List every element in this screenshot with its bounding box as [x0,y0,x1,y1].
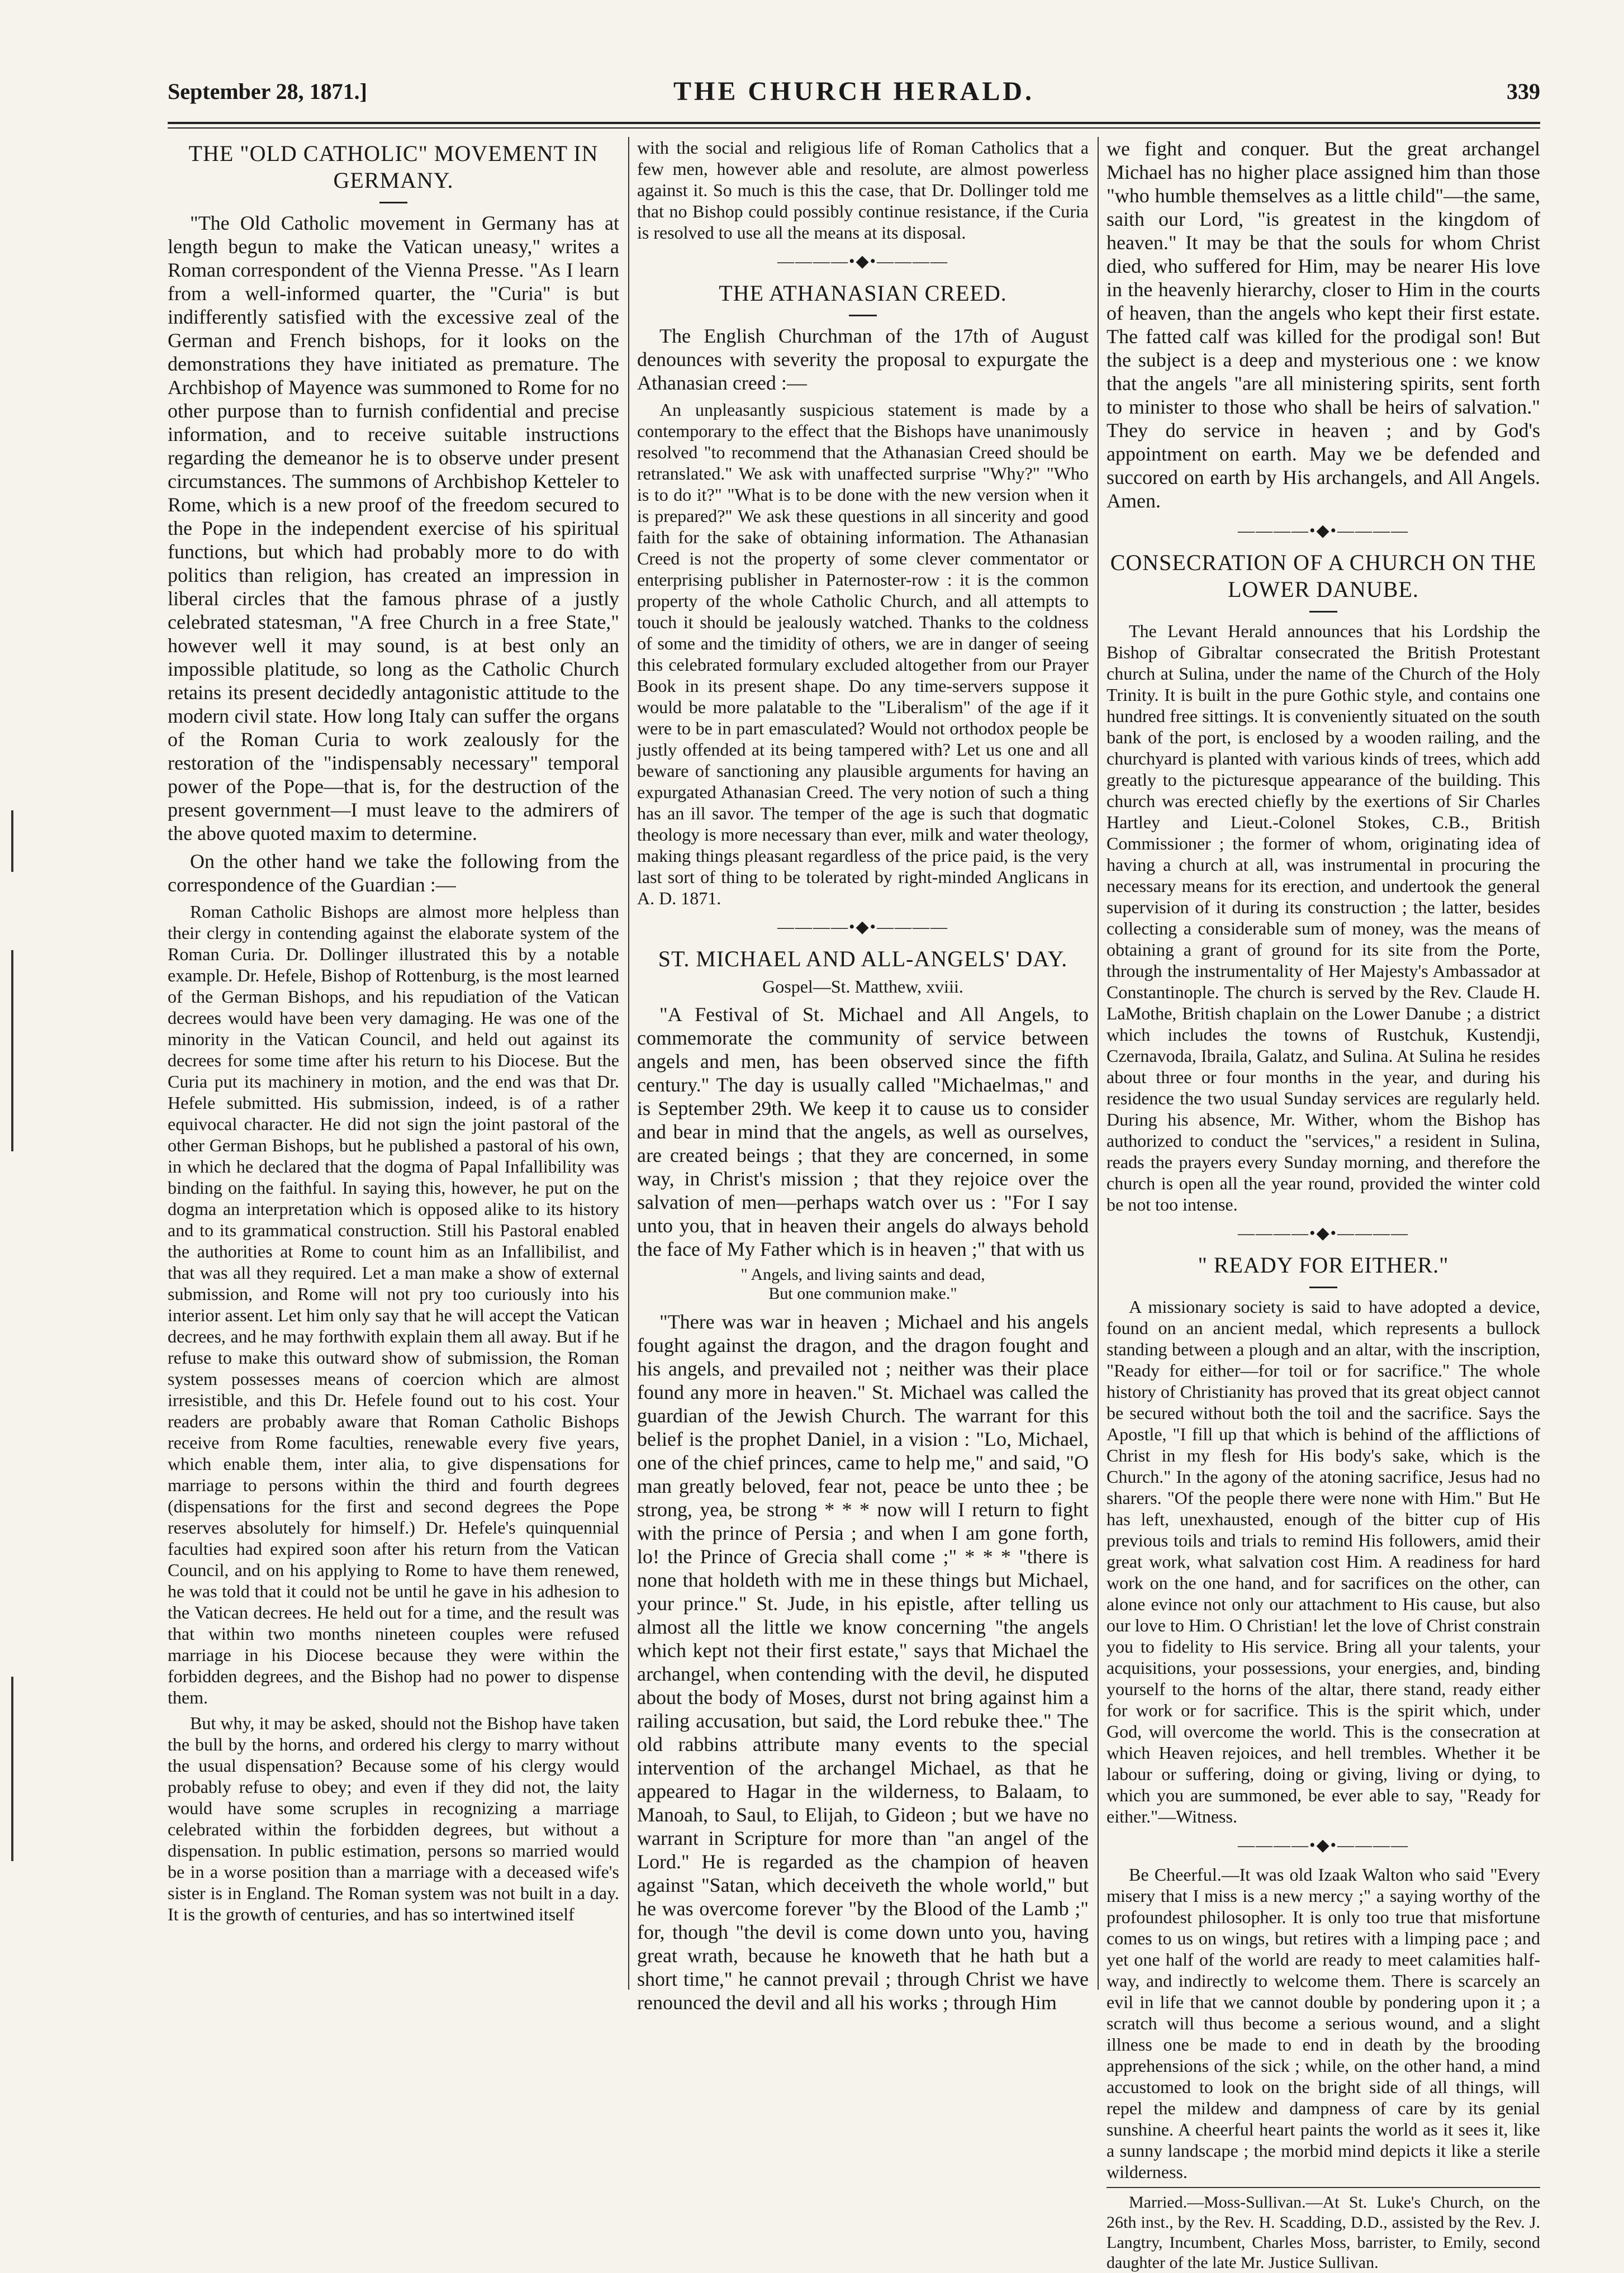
column-divider [1098,137,1099,1990]
masthead-rule [168,122,1540,124]
section-separator: ————•◆•———— [1237,1224,1409,1242]
column-2 [637,137,1089,2014]
article-paragraph: "There was war in heaven ; Michael and his angels fought against the dragon, and the dragon fought and his angels, and prevailed not ; neither was their place found any more in heaven." St. Michael was called the guardian of the Jewish Church. The warrant for this belief is the prophet Daniel, in a vision : "Lo, Michael, one of the chief princes, came to help me," and said, "O man greatly beloved, fear not, peace be unto thee ; be strong, yea, be strong * * * now will I return to fight with the prince of Persia ; and when I am gone forth, lo! the Prince of Grecia shall come ;" * * * "there is none that holdeth with me in these things but Michael, your prince." St. Jude, in his epistle, after telling us almost all the little we know concerning "the angels which kept not their first estate," says that Michael the archangel, when contending with the devil, he disputed about the body of Moses, durst not bring against him a railing accusation, but said, the Lord rebuke thee." The old rabbins attribute many events to the special intervention of the archangel Michael, as that he appeared to Hagar in the wilderness, to Balaam, to Manoah, to Saul, to Elijah, to Gideon ; but we have no warrant in Scripture for more than "an angel of the Lord." He is regarded as the champion of heaven against "Satan, which deceiveth the whole world," but he was overcome forever "by the Blood of the Lamb ;" for, though "the devil is come down unto you, having great wrath, because he knoweth that he hath but a short time," he cannot prevail ; through Christ we have renounced the devil and all his works ; through Him [637,1311,1089,2014]
newspaper-title: THE CHURCH HERALD. [673,77,1035,106]
issue-date: September 28, 1871.] [168,79,367,104]
heading-rule [849,315,877,316]
article-heading: THE ATHANASIAN CREED. [719,281,1007,306]
article-paragraph: A missionary society is said to have adopted a device, found on an ancient medal, which represents a bullock standing between a plough and an altar, with the inscription, "Ready for either—for toil or for sacrifice." The whole history of Christianity has proved that its great object cannot be secured without both the toil and the sacrifice. Says the Apostle, "I fill up that which is behind of the afflictions of Christ in my flesh for His body's sake, which is the Church." In the agony of the atoning sacrifice, Jesus had no sharers. "Of the people there were none with Him." But He has left, unexhausted, enough of the bitter cup of His previous toils and trials to remind His followers, amid their great work, what salvation cost Him. A readiness for hard work on the one hand, and for sacrifices on the other, can alone evince not only our attachment to His cause, but also our love to Him. O Christian! let the love of Christ constrain you to fidelity to His service. Bring all your talents, your acquisitions, your possessions, your energies, and, binding yourself to the horns of the altar, there stand, ready either for work or for sacrifice. This is the spirit which, under God, will overcome the world. This is the consecration at which Heaven rejoices, and hell trembles. Whether it be labour or suffering, doing or giving, living or dying, to which you are summoned, be ever able to say, "Ready for either."—Witness. [1107,1297,1540,1826]
section-separator: ————•◆•———— [1237,521,1409,540]
article-paragraph: Be Cheerful.—It was old Izaak Walton who said "Every misery that I miss is a new mercy ;" a saying worthy of the profoundest philosopher. It is only too true that misfortune comes to us on wings, but retires with a limping pace ; and yet one half of the world are ready to meet calamities half-way, and indirectly to welcome them. There is scarcely an evil in life that we cannot double by pondering upon it ; a scratch will thus become a serious wound, and a slight illness one be made to end in death by the brooding apprehensions of the sick ; while, on the other hand, a mind accustomed to look on the bright side of all things, will repel the mildew and dampness of care by its genial sunshine. A cheerful heart paints the world as it sees it, like a sunny landscape ; the morbid mind depicts it like a sterile wilderness. [1107,1864,1540,2182]
verse-line [637,1265,1089,1303]
article-paragraph: The English Churchman of the 17th of August denounces with severity the proposal to expurgate the Athanasian creed :— [637,325,1089,394]
heading-rule [1309,1287,1337,1288]
article-paragraph: "The Old Catholic movement in Germany has at length begun to make the Vatican uneasy," writes a Roman correspondent of the Vienna Presse. "As I learn from a well-informed quarter, the "Curia" is but indifferently satisfied with the excessive zeal of the German and French bishops, for it looks on the demonstrations they have initiated as premature. The Archbishop of Mayence was summoned to Rome for no other purpose than to furnish confidential and precise information, and to receive suitable instructions regarding the demeanor he is to observe under present circumstances. The summons of Archbishop Ketteler to Rome, which is a new proof of the freedom secured to the Pope in the independent exercise of his spiritual functions, but which had probably more to do with politics than religion, has created an impression in liberal circles that the famous phrase of a justly celebrated statesman, "A free Church in a free State," however well it may sound, is at best only an impossible platitude, so long as the Catholic Church retains its present decidedly antagonistic attitude to the modern civil state. How long Italy can suffer the organs of the Roman Curia to work zealously for the restoration of the "indispensably necessary" temporal power of the Pope—that is, for the destruction of the present government—I must leave to the admirers of the above quoted maxim to determine. [168,212,619,844]
section-separator: ————•◆•———— [777,252,949,271]
heading-rule [1309,611,1337,613]
heading-rule [379,202,407,203]
article-heading: CONSECRATION OF A CHURCH ON THE LOWER DANUBE. [1110,550,1537,602]
article-heading: ST. MICHAEL AND ALL-ANGELS' DAY. [658,946,1068,971]
quoted-paragraph: An unpleasantly suspicious statement is made by a contemporary to the effect that the Bishops have unanimously resolved "to recommend that the Athanasian Creed should be retranslated." We ask with unaffected surprise "Why?" "Who is to do it?" "What is to be done with the new version when it is prepared?" We ask these questions in all sincerity and good faith for the sake of obtaining information. The Athanasian Creed is not the property of some clever commentator or enterprising publisher in Paternoster-row : it is the common property of the whole Catholic Church, and all attempts to touch it should be jealously watched. Thanks to the coldness of some and the timidity of others, we are in danger of seeing this celebrated formulary excluded altogether from our Prayer Book in its present shape. Do any time-servers suppose it would be more palatable to the "Liberalism" of the age if it were to be in part emasculated? Would not orthodox people be justly offended at its being tampered with? Let us one and all beware of sanctioning any plausible arguments for having an expurgated Athanasian Creed. The very notion of such a thing has an ill savor. The temper of the age is such that dogmatic theology is more necessary than ever, milk and water theology, making things pleasant regardless of the price paid, is the very last sort of thing to be tolerated by right-minded Anglicans in A. D. 1871. [637,400,1089,908]
masthead [168,78,1540,117]
article-paragraph: The Levant Herald announces that his Lordship the Bishop of Gibraltar consecrated the British Protestant church at Sulina, under the name of the Church of the Holy Trinity. It is built in the pure Gothic style, and contains one hundred free sittings. It is conveniently situated on the south bank of the port, is enclosed by a wooden railing, and the churchyard is planted with various kinds of trees, which add greatly to the picturesque appearance of the building. This church was erected chiefly by the exertions of Sir Charles Hartley and Lieut.-Colonel Stokes, C.B., British Commissioner ; the former of whom, originating idea of having a church at all, was instrumental in procuring the necessary means for its erection, and undertook the general supervision of it during its construction ; the latter, besides collecting a considerable sum of money, was the means of obtaining a grant of ground for its site from the Porte, through the instrumentality of Her Majesty's Ambassador at Constantinople. The church is served by the Rev. Claude H. LaMothe, British chaplain on the Lower Danube ; a district which includes the towns of Rustchuk, Kustendji, Czernavoda, Ibraila, Galatz, and Sulina. At Sulina he resides about three or four months in the year, and during his residence the two usual Sunday services are regularly held. During his absence, Mr. Wither, whom the Bishop has authorized to conduct the "services," a resident in Sulina, reads the prayers every Sunday morning, and therefore the church is open all the year round, provided the winter cold be not too intense. [1107,621,1540,1214]
margin-mark [11,810,13,872]
article-continuation: with the social and religious life of Roman Catholics that a few men, however able and resolute, are almost powerless against it. So much is this the case, that Dr. Dollinger told me that no Bishop could possibly continue resistance, if the Curia is resolved to use all the means at its disposal. [637,137,1089,243]
section-separator: ————•◆•———— [1237,1836,1409,1854]
column-3 [1107,137,1540,2272]
gospel-reference: Gospel—St. Matthew, xviii. [762,976,963,996]
verse-line-1: " Angels, and living saints and dead, [740,1265,985,1284]
verse-line-2: But one communion make." [768,1284,957,1303]
section-separator: ————•◆•———— [777,918,949,936]
margin-mark [11,1677,13,1861]
article-heading: THE "OLD CATHOLIC" MOVEMENT IN GERMANY. [188,141,599,193]
article-continuation: we fight and conquer. But the great archangel Michael has no higher place assigned him than those "who humble themselves as a little child"—the same, saith our Lord, "is greatest in the kingdom of heaven." It may be that the souls for whom Christ died, who suffered for Him, may be nearer His love in the heavenly hierarchy, closer to Him in the courts of heaven, than the angels who kept their first estate. The fatted calf was killed for the prodigal son! But the subject is a deep and mysterious one : we know that the angels "are all ministering spirits, sent forth to minister to those who shall be heirs of salvation." They do service in heaven ; and by God's appointment on earth. May we be defended and succored on earth by His archangels, and All Angels. Amen. [1107,137,1540,512]
marriage-notice: Married.—Moss-Sullivan.—At St. Luke's Church, on the 26th inst., by the Rev. H. Scadding, D.D., assisted by the Rev. J. Langtry, Incumbent, Charles Moss, barrister, to Emily, second daughter of the late Mr. Justice Sullivan. [1107,2187,1540,2273]
column-1 [168,137,619,1990]
quoted-paragraph: But why, it may be asked, should not the Bishop have taken the bull by the horns, and ordered his clergy to marry without the usual dispensation? Because some of his clergy would probably refuse to obey; and even if they did not, the laity would have some scruples in recognizing a marriage celebrated within the forbidden degrees, but without a dispensation. In public estimation, persons so married would be in a worse position than a marriage with a deceased wife's sister is in England. The Roman system was not built in a day. It is the growth of centuries, and has so intertwined itself [168,1713,619,1924]
page-number: 339 [1507,79,1540,104]
quoted-paragraph: Roman Catholic Bishops are almost more helpless than their clergy in contending against the elaborate system of the Roman Curia. Dr. Dollinger illustrated this by a notable example. Dr. Hefele, Bishop of Rottenburg, is the most learned of the German Bishops, and his repudiation of the Vatican decrees would have been very damaging. He was one of the minority in the Vatican Council, and held out against its decrees for some time after his return to his Diocese. But the Curia put its machinery in motion, and the end was that Dr. Hefele submitted. His submission, indeed, is of a rather equivocal character. He did not sign the joint pastoral of the other German Bishops, but he published a pastoral of his own, in which he declared that the dogma of Papal Infallibility was binding on the faithful. In saying this, however, he put on the dogma an interpretation which is opposed alike to its history and to its grammatical construction. Still his Pastoral enabled the authorities at Rome to count him as an Infallibilist, and that was all they required. Let a man make a show of external submission, and Rome will not pry too curiously into his interior assent. Let him only say that he will accept the Vatican decrees, and he may forthwith explain them all away. But if he refuse to make this outward show of submission, the Roman system possesses means of coercion which are almost irresistible, and this Dr. Hefele found out to his cost. Your readers are probably aware that Roman Catholic Bishops receive from Rome faculties, renewable every five years, which enable them, inter alia, to give dispensations for marriage to persons within the third and fourth degrees (dispensations for the first and second degrees the Pope reserves absolutely for himself.) Dr. Hefele's quinquennial faculties had expired soon after his return from the Vatican Council, and on his applying to Rome to have them renewed, he was told that it could not be until he gave in his adhesion to the Vatican decrees. He held out for a time, and the result was that within two months nineteen couples were refused marriage in his Diocese because they were within the forbidden degrees, and the Bishop had no power to dispense them. [168,901,619,1707]
margin-mark [11,950,13,1151]
article-paragraph: "A Festival of St. Michael and All Angels, to commemorate the community of service between angels and men, has been observed since the fifth century." The day is usually called "Michaelmas," and is September 29th. We keep it to cause us to consider and bear in mind that the angels, as well as ourselves, are created beings ; that they are concerned, in some way, in Christ's mission ; that they rejoice over the salvation of men—perhaps watch over us : "For I say unto you, that in heaven their angels do always behold the face of My Father which is in heaven ;" that with us [637,1003,1089,1260]
masthead-rule-thin [168,127,1540,129]
column-divider [628,137,629,1990]
article-heading: " READY FOR EITHER." [1198,1252,1449,1278]
article-paragraph: On the other hand we take the following from the correspondence of the Guardian :— [168,850,619,896]
